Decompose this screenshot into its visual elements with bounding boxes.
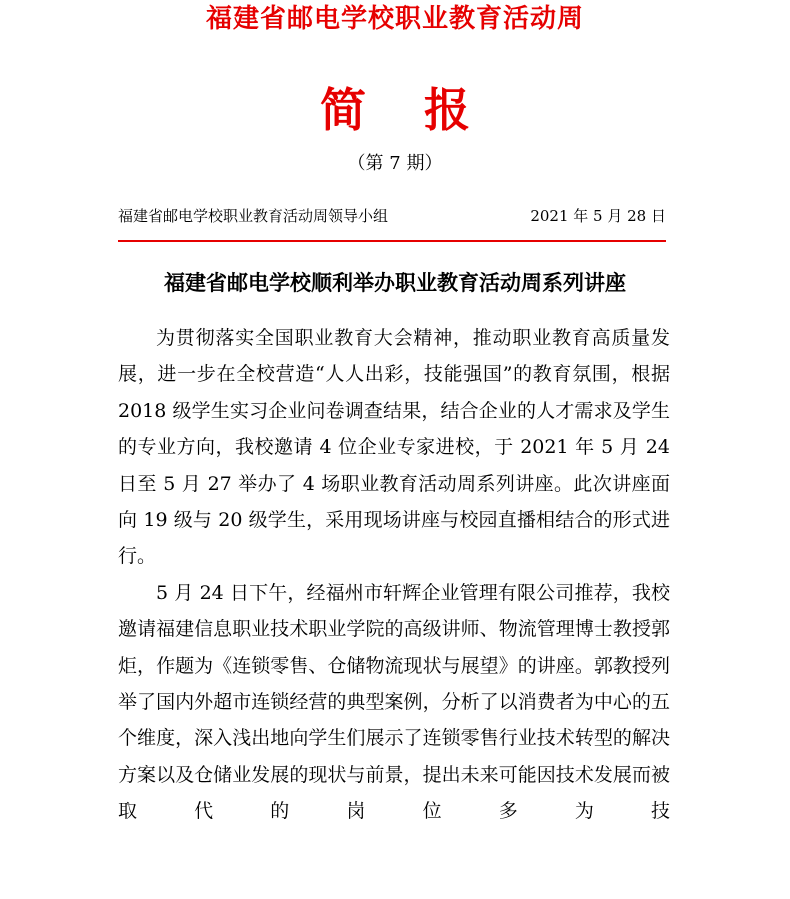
- issuer-name: 福建省邮电学校职业教育活动周领导小组: [118, 207, 389, 225]
- issue-date: 2021 年 5 月 28 日: [530, 207, 666, 225]
- red-divider: [118, 240, 666, 242]
- issuer-date-row: [118, 204, 666, 228]
- paragraph-1: 为贯彻落实全国职业教育大会精神，推动职业教育高质量发展，进一步在全校营造“人人出彩，技能强国”的教育氛围，根据 2018 级学生实习企业问卷调查结果，结合企业的人才需求及学生的专业方向，我校邀请 4 位企业专家进校，于 2021 年 5 月 24 日至 5 月 27 举办了 4 场职业教育活动周系列讲座。此次讲座面向 19 级与 20 级学生，采用现场讲座与校园直播相结合的形式进行。: [118, 327, 670, 568]
- article-headline: 福建省邮电学校顺利举办职业教育活动周系列讲座: [164, 270, 626, 295]
- issue-number: （第 7 期）: [347, 153, 443, 174]
- article-body: [118, 320, 670, 830]
- brief-title: 简报: [320, 83, 528, 137]
- org-title: 福建省邮电学校职业教育活动周: [205, 4, 584, 34]
- paragraph-2: 5 月 24 日下午，经福州市轩辉企业管理有限公司推荐，我校邀请福建信息职业技术职业学院的高级讲师、物流管理博士教授郭炬，作题为《连锁零售、仓储物流现状与展望》的讲座。郭教授列举了国内外超市连锁经营的典型案例，分析了以消费者为中心的五个维度，深入浅出地向学生们展示了连锁零售行业技术转型的解决方案以及仓储业发展的现状与前景，提出未来可能因技术发展而被取代的岗位多为技: [118, 581, 670, 823]
